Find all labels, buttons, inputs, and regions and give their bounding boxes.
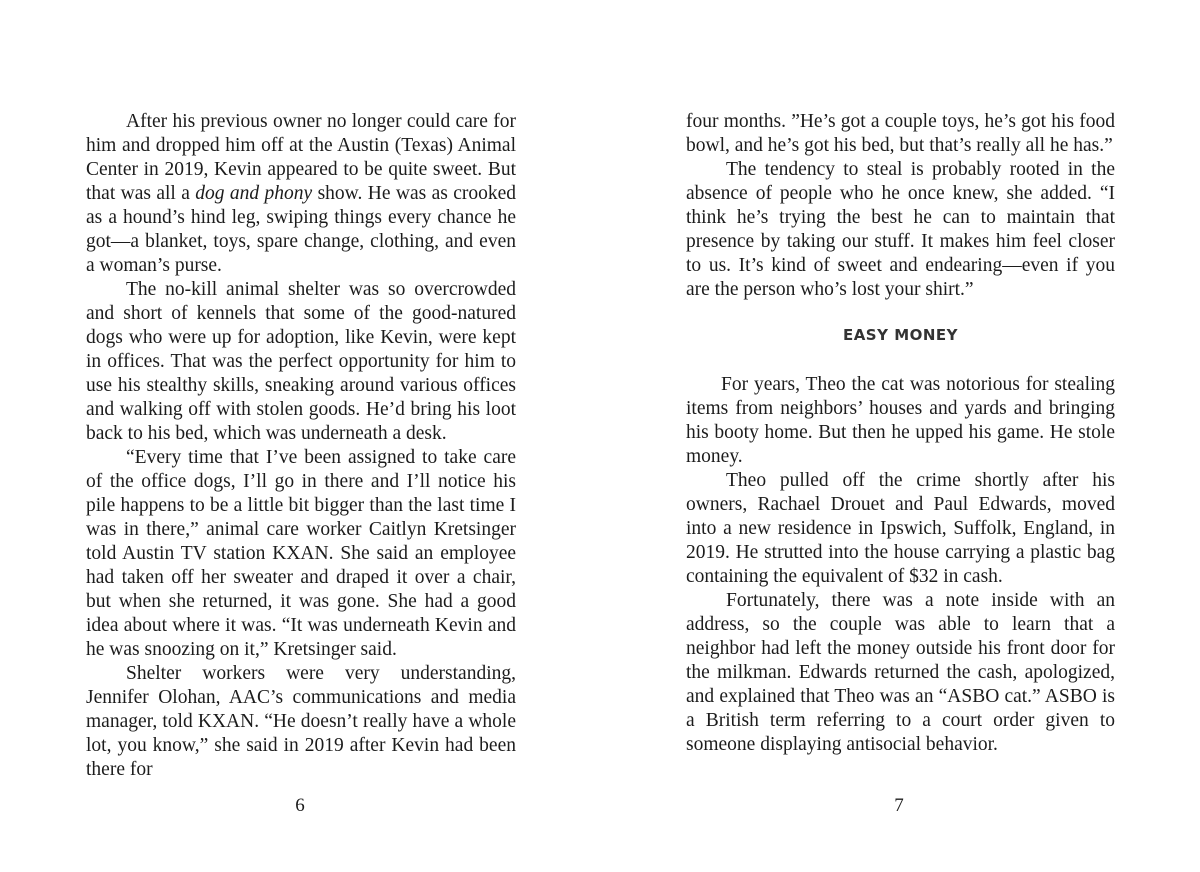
italic-phrase: dog and phony xyxy=(195,183,313,204)
right-page-continued-text xyxy=(686,110,1115,302)
paragraph: Fortunately, there was a note inside with an address, so the couple was able to learn that a neighbor had left the money outside his front door for the milkman. Edwards returned the cash, apologized, and explained that Theo was an “ASBO cat.” ASBO is a British term referring to a court order given to someone displaying antisocial behavior. xyxy=(686,590,1115,755)
page-number: 7 xyxy=(894,795,904,816)
paragraph: Theo pulled off the crime shortly after his owners, Rachael Drouet and Paul Edwards, moved into a new residence in Ipswich, Suffolk, England, in 2019. He strutted into the house carrying a plastic bag containing the equivalent of $32 in cash. xyxy=(686,470,1115,587)
paragraph-text: show. He was as crooked as a hound’s hind leg, swiping things every chance he got—a blanket, toys, spare change, clothing, and even a woman’s purse. xyxy=(86,183,517,276)
paragraph: The no-kill animal shelter was so overcrowded and short of kennels that some of the good-natured dogs who were up for adoption, like Kevin, were kept in offices. That was the perfect opportunity for him to use his stealthy skills, sneaking around various offices and walking off with stolen goods. He’d bring his loot back to his bed, which was underneath a desk. xyxy=(86,279,516,444)
paragraph: The tendency to steal is probably rooted in the absence of people who he once knew, she added. “I think he’s trying the best he can to maintain that presence by taking our stuff. It makes him feel closer to us. It’s kind of sweet and endearing—even if you are the person who’s lost your shirt.” xyxy=(686,159,1115,300)
paragraph: Shelter workers were very understanding, Jennifer Olohan, AAC’s communications and media manager, told KXAN. “He doesn’t really have a whole lot, you know,” she said in 2019 after Kevin had been there for xyxy=(86,663,516,780)
paragraph: For years, Theo the cat was notorious for stealing items from neighbors’ houses and yards and bringing his booty home. But then he upped his game. He stole money. xyxy=(686,374,1115,467)
paragraph-text: After his previous owner no longer could care for him and dropped him off at the Austin (Texas) Animal Center in 2019, Kevin appeared to be quite sweet. But that was all a xyxy=(86,111,516,204)
right-page xyxy=(600,0,1200,872)
section-heading: EASY MONEY xyxy=(842,326,959,344)
paragraph: “Every time that I’ve been assigned to take care of the office dogs, I’ll go in there and I’ll notice his pile happens to be a little bit bigger than the last time I was in there,” animal care worker Caitlyn Kretsinger told Austin TV station KXAN. She said an employee had taken off her sweater and draped it over a chair, but when she returned, it was gone. She had a good idea about where it was. “It was underneath Kevin and he was snoozing on it,” Kretsinger said. xyxy=(86,447,516,660)
paragraph: four months. ”He’s got a couple toys, he’s got his food bowl, and he’s got his bed, but that’s really all he has.” xyxy=(686,111,1115,156)
section-body xyxy=(686,373,1115,757)
left-page-body xyxy=(86,110,516,782)
paragraph xyxy=(86,110,516,278)
page-number: 6 xyxy=(295,795,305,816)
